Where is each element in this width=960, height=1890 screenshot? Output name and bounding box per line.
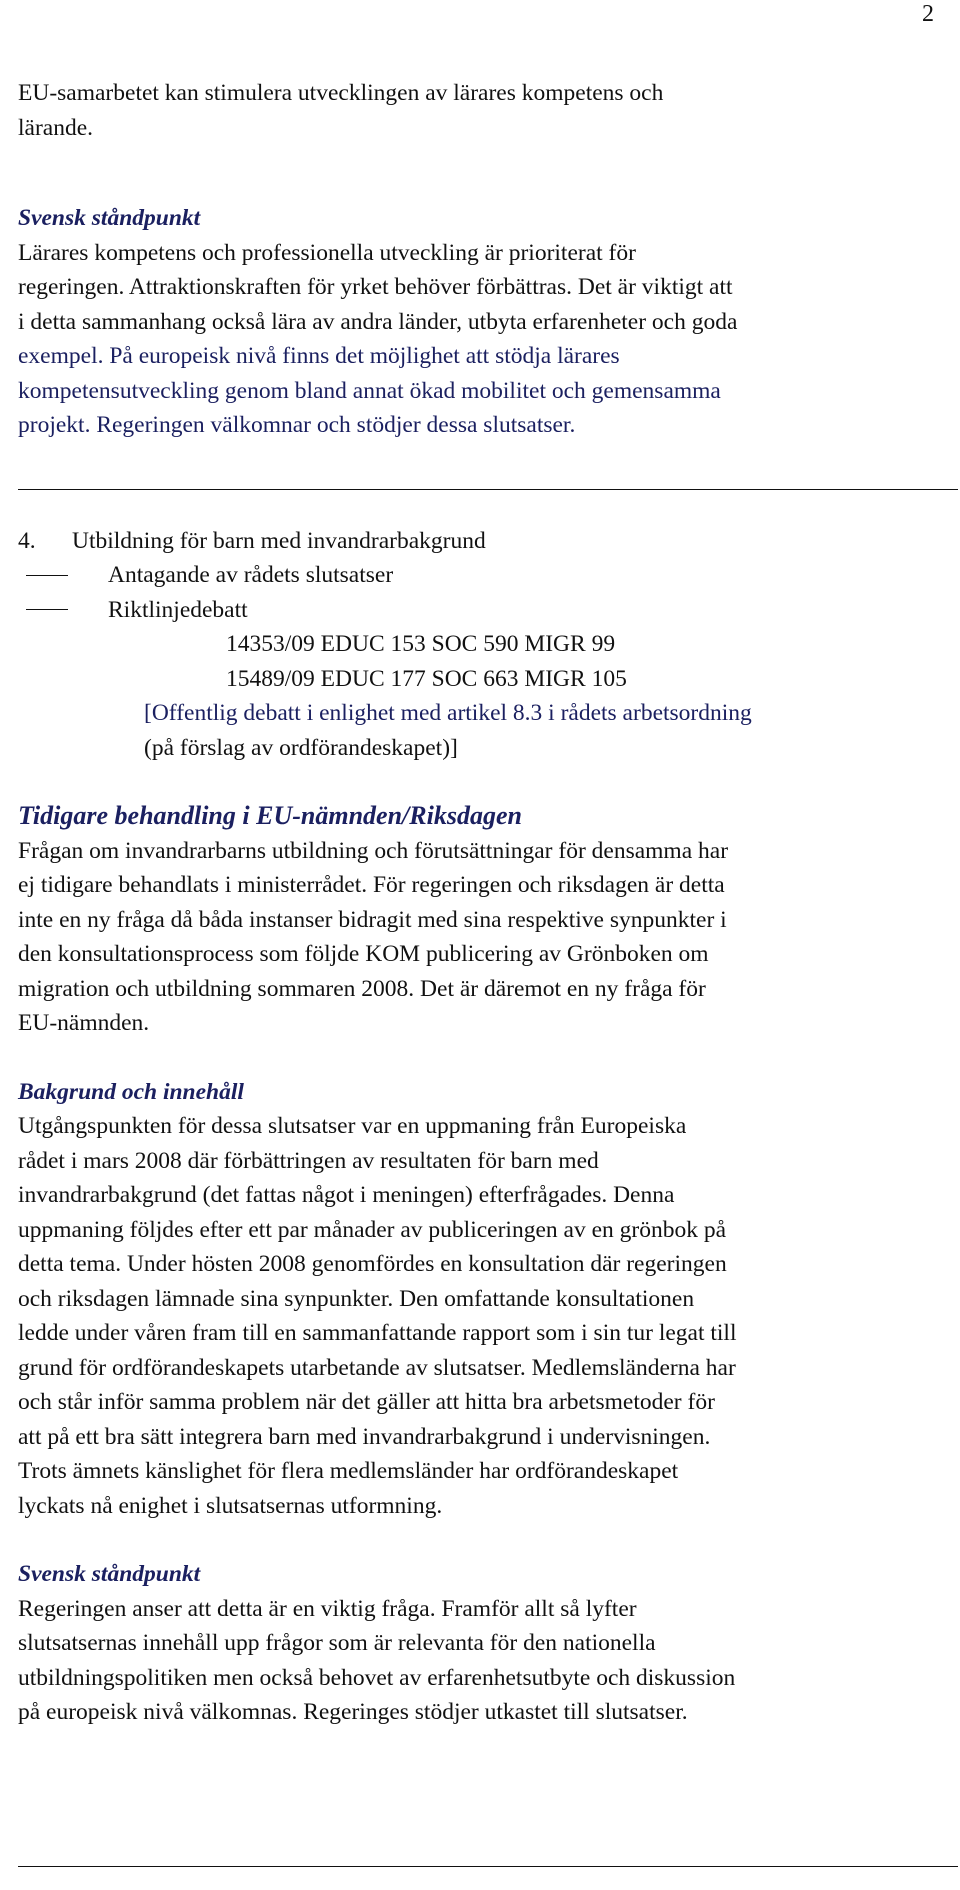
text-line: den konsultationsprocess som följde KOM publicering av Grönboken om — [18, 941, 709, 967]
dash-bullet-icon — [26, 575, 68, 576]
text-line: i detta sammanhang också lära av andra länder, utbyta erfarenheter och goda — [18, 308, 738, 335]
text-line: Lärares kompetens och professionella utveckling är prioriterat för — [18, 239, 636, 266]
text-line: uppmaning följdes efter ett par månader av publiceringen av en grönbok på — [18, 1216, 727, 1243]
dash-bullet-icon — [26, 609, 68, 610]
text-line: inte en ny fråga då båda instanser bidragit med sina respektive synpunkter i — [18, 906, 727, 933]
text-line: att på ett bra sätt integrera barn med invandrarbakgrund i undervisningen. — [18, 1423, 711, 1450]
document-body — [18, 76, 926, 1730]
agenda-title: Utbildning för barn med invandrarbakgrund — [72, 527, 486, 554]
document-reference: 15489/09 EDUC 177 SOC 663 MIGR 105 — [226, 665, 627, 692]
text-line: Regeringen anser att detta är en viktig fråga. Framför allt så lyfter — [18, 1595, 637, 1622]
section-heading: Svensk ståndpunkt — [18, 1561, 201, 1587]
text-line: grund för ordförandeskapets utarbetande av slutsatser. Medlemsländerna har — [18, 1354, 736, 1381]
document-reference: 14353/09 EDUC 153 SOC 590 MIGR 99 — [226, 631, 616, 657]
text-line: lyckats nå enighet i slutsatsernas utformning. — [18, 1492, 443, 1519]
agenda-subitem: Riktlinjedebatt — [18, 593, 926, 628]
agenda-number: 4. — [18, 527, 36, 554]
section-heading: Svensk ståndpunkt — [18, 205, 201, 231]
agenda-subitem: Antagande av rådets slutsatser — [18, 558, 926, 593]
text-line: och riksdagen lämnade sina synpunkter. Den omfattande konsultationen — [18, 1285, 695, 1312]
section-heading: Tidigare behandling i EU-nämnden/Riksdagen — [18, 801, 522, 830]
swedish-position-section-1 — [18, 201, 926, 443]
text-line: ledde under våren fram till en sammanfattande rapport som i sin tur legat till — [18, 1320, 737, 1346]
text-line: detta tema. Under hösten 2008 genomfördes en konsultation där regeringen — [18, 1251, 727, 1277]
agenda-note: (på förslag av ordförandeskapet)] — [144, 734, 458, 761]
text-line: invandrarbakgrund (det fattas något i meningen) efterfrågades. Denna — [18, 1182, 675, 1208]
text-line: ej tidigare behandlats i ministerrådet. För regeringen och riksdagen är detta — [18, 872, 725, 898]
text-line: exempel. På europeisk nivå finns det möjlighet att stödja lärares — [18, 343, 620, 369]
text-line: regeringen. Attraktionskraften för yrket behöver förbättras. Det är viktigt att — [18, 274, 733, 300]
footer-separator-line — [18, 1866, 958, 1867]
section-heading: Bakgrund och innehåll — [18, 1078, 244, 1105]
text-line: rådet i mars 2008 där förbättringen av resultaten för barn med — [18, 1147, 599, 1174]
text-line: EU-samarbetet kan stimulera utvecklingen av lärares kompetens och — [18, 80, 664, 106]
page-number: 2 — [922, 1, 934, 27]
swedish-position-section-2 — [18, 1557, 926, 1730]
background-section — [18, 1075, 926, 1524]
text-line: EU-nämnden. — [18, 1010, 150, 1036]
text-line: migration och utbildning sommaren 2008. Det är däremot en ny fråga för — [18, 975, 706, 1002]
previous-treatment-section — [18, 799, 926, 1041]
text-line: slutsatsernas innehåll upp frågor som är relevanta för den nationella — [18, 1630, 656, 1656]
text-line: Frågan om invandrarbarns utbildning och förutsättningar för densamma har — [18, 837, 729, 864]
agenda-note: [Offentlig debatt i enlighet med artikel 8.3 i rådets arbetsordning — [144, 700, 752, 726]
text-line: lärande. — [18, 114, 94, 141]
separator-line — [18, 489, 958, 490]
agenda-item-4 — [18, 524, 926, 766]
text-line: kompetensutveckling genom bland annat ökad mobilitet och gemensamma — [18, 377, 721, 404]
text-line: projekt. Regeringen välkomnar och stödjer dessa slutsatser. — [18, 412, 576, 438]
text-line: på europeisk nivå välkomnas. Regeringes stödjer utkastet till slutsatser. — [18, 1699, 688, 1725]
text-line: Trots ämnets känslighet för flera medlemsländer har ordförandeskapet — [18, 1458, 679, 1484]
text-line: utbildningspolitiken men också behovet av erfarenhetsutbyte och diskussion — [18, 1664, 736, 1691]
intro-paragraph — [18, 76, 926, 145]
text-line: och står inför samma problem när det gäller att hitta bra arbetsmetoder för — [18, 1389, 715, 1415]
text-line: Utgångspunkten för dessa slutsatser var en uppmaning från Europeiska — [18, 1113, 687, 1139]
